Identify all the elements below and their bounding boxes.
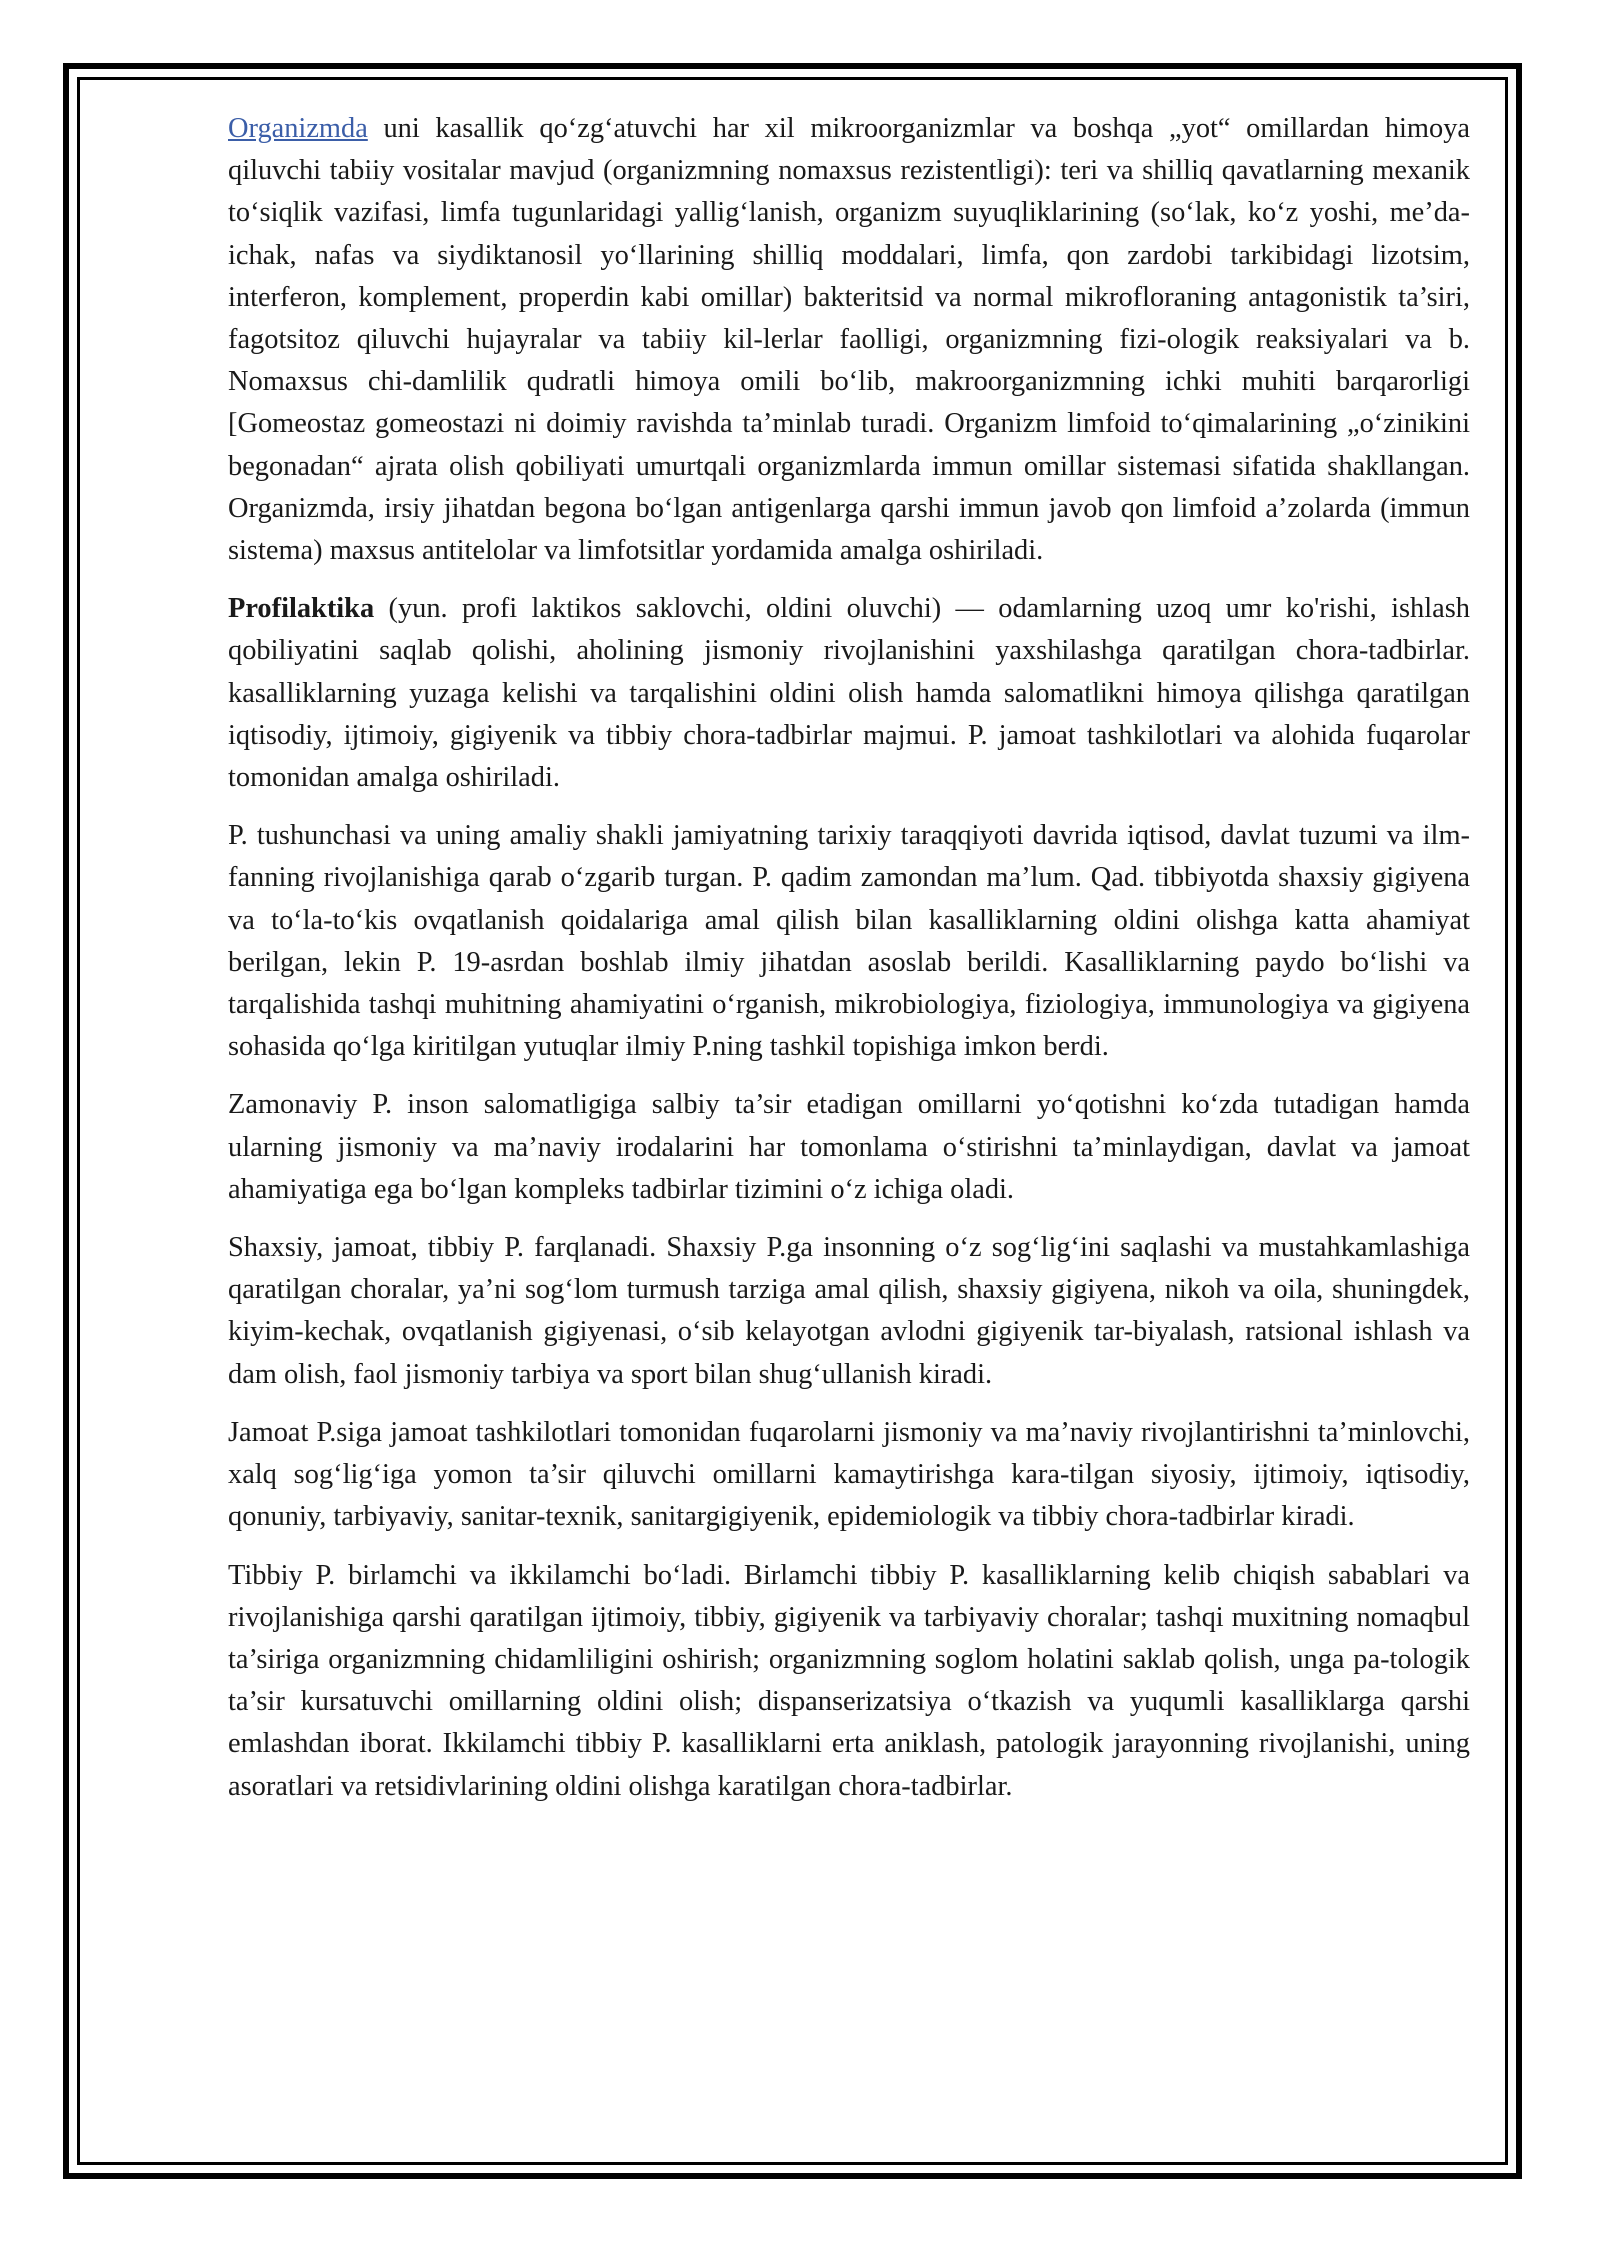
paragraph-profilaktika (228, 588, 1470, 799)
paragraph-jamoat: Jamoat P.siga jamoat tashkilotlari tomonidan fuqarolarni jismoniy va ma’naviy rivojlantirishni ta’minlovchi, xalq sog‘lig‘iga yomon ta’sir qiluvchi omillarni kamaytirishga kara-tilgan siyosiy, ijtimoiy, iqtisodiy, qonuniy, tarbiyaviy, sanitar-texnik, sanitargigiyenik, epidemiologik va tibbiy chora-tadbirlar kiradi. (228, 1416, 1470, 1533)
paragraph-zamonaviy: Zamonaviy P. inson salomatligiga salbiy ta’sir etadigan omillarni yo‘qotishni ko‘zda tutadigan hamda ularning jismoniy va ma’naviy irodalarini har tomonlama o‘stirishni ta’minlaydigan, davlat va jamoat ahamiyatiga ega bo‘lgan kompleks tadbirlar tizimini o‘z ichiga oladi. (228, 1089, 1470, 1205)
paragraph-tushunchasi: P. tushunchasi va uning amaliy shakli jamiyatning tarixiy taraqqiyoti davrida iqtisod, davlat tuzumi va ilm-fanning rivojlanishiga qarab o‘zgarib turgan. P. qadim zamondan ma’lum. Qad. tibbiyotda shaxsiy gigiyena va to‘la-to‘kis ovqatlanish qoidalariga amal qilish bilan kasalliklarning oldini olishga katta ahamiyat berilgan, lekin P. 19-asrdan boshlab ilmiy jihatdan asoslab berildi. Kasalliklarning paydo bo‘lishi va tarqalishida tashqi muhitning ahamiyatini o‘rganish, mikrobiologiya, fiziologiya, immunologiya va gigiyena sohasida qo‘lga kiritilgan yutuqlar ilmiy P.ning tashkil topishiga imkon berdi. (228, 820, 1470, 1063)
paragraph-shaxsiy: Shaxsiy, jamoat, tibbiy P. farqlanadi. Shaxsiy P.ga insonning o‘z sog‘lig‘ini saqlashi va mustahkamlashiga qaratilgan choralar, ya’ni sog‘lom turmush tarziga amal qilish, shaxsiy gigiyena, nikoh va oila, shuningdek, kiyim-kechak, ovqatlanish gigiyenasi, o‘sib kelayotgan avlodni gigiyenik tar-biyalash, ratsional ishlash va dam olish, faol jismoniy tarbiya va sport bilan shug‘ullanish kiradi. (228, 1232, 1470, 1390)
paragraph-text: uni kasallik qo‘zg‘atuvchi har xil mikroorganizmlar va boshqa „yot“ omillardan himoya qiluvchi tabiiy vositalar mavjud (organizmning nomaxsus rezistentligi): teri va shilliq qavatlarning mexanik to‘siqlik vazifasi, limfa tugunlaridagi yallig‘lanish, organizm suyuqliklarining (so‘lak, ko‘z yoshi, me’da-ichak, nafas va siydiktanosil yo‘llarining shilliq moddalari, limfa, qon zardobi tarkibidagi lizotsim, interferon, komplement, properdin kabi omillar) bakteritsid va normal mikrofloraning antagonistik ta’siri, fagotsitoz qiluvchi hujayralar va tabiiy kil-lerlar faolligi, organizmning fizi-ologik reaksiyalari va b. Nomaxsus chi-damlilik qudratli himoya omili bo‘lib, makroorganizmning ichki muhiti barqarorligi [Gomeostaz gomeostazi ni doimiy ravishda ta’minlab turadi. Organizm limfoid to‘qimalarining „o‘zinikini begonadan“ ajrata olish qobiliyati umurtqali organizmlarda immun omillar sistemasi sifatida shakllangan. Organizmda, irsiy jihatdan begona bo‘lgan antigenlarga qarshi immun javob qon limfoid a’zolarda (immun sistema) maxsus antitelolar va limfotsitlar yordamida amalga oshiriladi. (228, 113, 1470, 567)
paragraph-organizm (228, 108, 1470, 572)
term-profilaktika: Profilaktika (228, 593, 375, 625)
paragraph-text: (yun. profi laktikos saklovchi, oldini oluvchi) — odamlarning uzoq umr ko'rishi, ishlash qobiliyatini saqlab qolishi, aholining jismoniy rivojlanishini yaxshilashga qaratilgan chora-tadbirlar. kasalliklarning yuzaga kelishi va tarqalishini oldini olish hamda salomatlikni himoya qilishga qaratilgan iqtisodiy, ijtimoiy, gigiyenik va tibbiy chora-tadbirlar majmui. P. jamoat tashkilotlari va alohida fuqarolar tomonidan amalga oshiriladi. (228, 593, 1470, 794)
organizmda-link[interactable]: Organizmda (228, 113, 368, 144)
paragraph-tibbiy: Tibbiy P. birlamchi va ikkilamchi bo‘ladi. Birlamchi tibbiy P. kasalliklarning kelib chiqish sabablari va rivojlanishiga qarshi qaratilgan ijtimoiy, tibbiy, gigiyenik va tarbiyaviy choralar; tashqi muxitning nomaqbul ta’siriga organizmning chidamliligini oshirish; organizmning soglom holatini saklab qolish, unga pa-tologik ta’sir kursatuvchi omillarning oldini olish; dispanserizatsiya o‘tkazish va yuqumli kasalliklarga qarshi emlashdan iborat. Ikkilamchi tibbiy P. kasalliklarni erta aniklash, patologik jarayonning rivojlanishi, uning asoratlari va retsidivlarining oldini olishga karatilgan chora-tadbirlar. (228, 1559, 1470, 1802)
document-body (228, 108, 1470, 1824)
